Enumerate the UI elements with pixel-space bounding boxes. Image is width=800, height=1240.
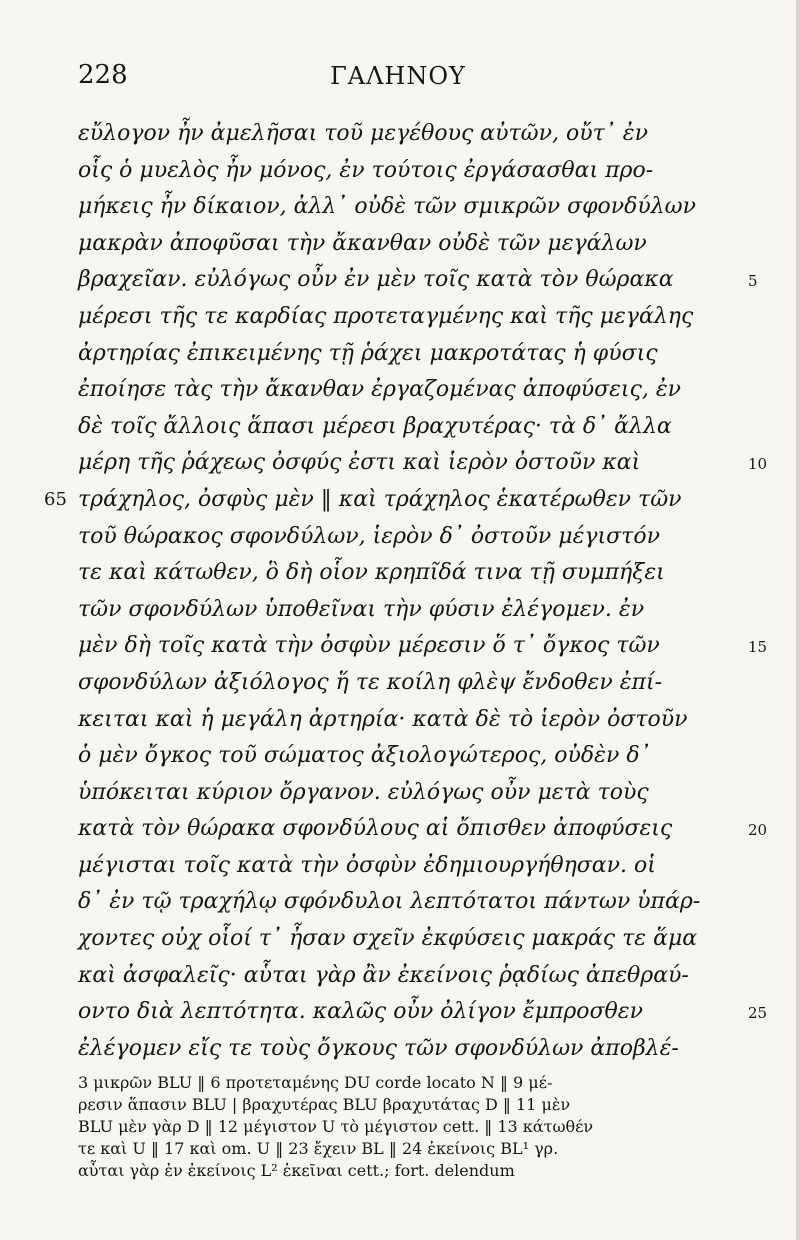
text-line — [78, 738, 748, 775]
main-text — [44, 116, 768, 1067]
text-line-content: οἷς ὁ μυελὸς ἦν μόνος, ἐν τούτοις ἐργάσασθαι προ- — [78, 157, 654, 183]
text-line-content: ἀρτηρίας ἐπικειμένης τῇ ῥάχει μακροτάτας ἡ φύσις — [78, 340, 658, 366]
text-line — [78, 994, 768, 1031]
text-line-content: μέρη τῆς ῥάχεως ὀσφύς ἐστι καὶ ἱερὸν ὀστοῦν καὶ — [78, 450, 641, 476]
critical-apparatus — [78, 1072, 768, 1182]
text-line-content: καὶ ἀσφαλεῖς· αὗται γὰρ ἂν ἐκείνοις ῥᾳδίως ἀπεθραύ- — [78, 962, 689, 988]
text-line — [78, 226, 748, 263]
text-line — [78, 702, 748, 739]
text-line-content: ἐλέγομεν εἴς τε τοὺς ὄγκους τῶν σφονδύλων ἀποβλέ- — [78, 1035, 679, 1061]
text-line — [78, 592, 748, 629]
apparatus-line: τε καὶ U ‖ 17 καὶ om. U ‖ 23 ἔχειν BL ‖ 24 ἐκείνοις BL¹ γρ. — [78, 1139, 559, 1158]
page-header — [78, 60, 718, 100]
text-line-content: μακρὰν ἀποφῦσαι τὴν ἄκανθαν οὐδὲ τῶν μεγάλων — [78, 230, 647, 256]
text-line-content: ὑπόκειται κύριον ὄργανον. εὐλόγως οὖν μετὰ τοὺς — [78, 779, 649, 805]
text-line-content: δὲ τοῖς ἄλλοις ἅπασι μέρεσι βραχυτέρας· τὰ δ᾽ ἄλλα — [78, 413, 672, 439]
text-line-content: μήκεις ἦν δίκαιον, ἀλλ᾽ οὐδὲ τῶν σμικρῶν σφονδύλων — [78, 194, 696, 220]
apparatus-line: 3 μικρῶν BLU ‖ 6 προτεταμένης DU corde locato N ‖ 9 μέ- — [78, 1073, 553, 1092]
text-line-content: κειται καὶ ἡ μεγάλη ἀρτηρία· κατὰ δὲ τὸ ἱερὸν ὀστοῦν — [78, 706, 688, 732]
line-number: 5 — [748, 272, 758, 291]
page-number: 228 — [78, 60, 128, 90]
text-line — [78, 519, 748, 556]
text-line — [78, 153, 748, 190]
text-line — [78, 848, 748, 885]
apparatus-line: αὗται γὰρ ἐν ἐκείνοις L² ἐκεῖναι cett.; fort. delendum — [78, 1161, 515, 1180]
text-line-content: δ᾽ ἐν τῷ τραχήλῳ σφόνδυλοι λεπτότατοι πάντων ὑπάρ- — [78, 889, 701, 915]
text-line — [78, 189, 748, 226]
text-line — [78, 958, 748, 995]
text-line-content: ὁ μὲν ὄγκος τοῦ σώματος ἀξιολογώτερος, οὐδὲν δ᾽ — [78, 743, 651, 769]
text-line — [78, 299, 748, 336]
text-line-content: σφονδύλων ἀξιόλογος ἥ τε κοίλη φλὲψ ἔνδοθεν ἐπί- — [78, 669, 663, 695]
text-line-content: τράχηλος, ὀσφὺς μὲν ‖ καὶ τράχηλος ἑκατέρωθεν τῶν — [78, 486, 682, 512]
text-line — [78, 116, 748, 153]
text-line — [78, 921, 748, 958]
text-line — [78, 628, 768, 665]
text-line — [78, 775, 748, 812]
running-title: ΓΑΛΗΝΟΥ — [330, 62, 466, 90]
text-line-content: χοντες οὐχ οἷοί τ᾽ ἦσαν σχεῖν ἐκφύσεις μακράς τε ἅμα — [78, 926, 698, 952]
text-line — [78, 665, 748, 702]
text-line-content: τῶν σφονδύλων ὑποθεῖναι τὴν φύσιν ἐλέγομεν. ἐν — [78, 596, 645, 622]
margin-reference-number: 65 — [44, 488, 67, 510]
text-line — [78, 811, 768, 848]
text-line — [78, 445, 768, 482]
text-line — [78, 336, 748, 373]
text-line — [78, 884, 748, 921]
text-line-content: τοῦ θώρακος σφονδύλων, ἱερὸν δ᾽ ὀστοῦν μέγιστόν — [78, 523, 660, 549]
text-line — [78, 1031, 748, 1068]
text-line — [78, 372, 748, 409]
line-number: 20 — [748, 821, 768, 840]
text-line — [78, 555, 748, 592]
text-line — [78, 262, 758, 299]
text-line — [78, 409, 748, 446]
text-line-content: βραχεῖαν. εὐλόγως οὖν ἐν μὲν τοῖς κατὰ τὸν θώρακα — [78, 267, 674, 293]
line-number: 10 — [748, 455, 768, 474]
text-line-content: τε καὶ κάτωθεν, ὃ δὴ οἷον κρηπῖδά τινα τῇ συμπήξει — [78, 560, 665, 586]
apparatus-line: BLU μὲν γὰρ D ‖ 12 μέγιστον U τὸ μέγιστον cett. ‖ 13 κάτωθέν — [78, 1117, 594, 1136]
text-line-content: μέρεσι τῆς τε καρδίας προτεταγμένης καὶ τῆς μεγάλης — [78, 303, 694, 329]
line-number: 15 — [748, 638, 768, 657]
text-line — [44, 482, 748, 519]
text-line-content: ἐποίησε τὰς τὴν ἄκανθαν ἐργαζομένας ἀποφύσεις, ἐν — [78, 377, 682, 403]
text-line-content: μέγισται τοῖς κατὰ τὴν ὀσφὺν ἐδημιουργήθησαν. οἱ — [78, 852, 656, 878]
apparatus-line: ρεσιν ἅπασιν BLU | βραχυτέρας BLU βραχυτάτας D ‖ 11 μὲν — [78, 1095, 571, 1114]
scan-edge — [796, 0, 800, 1240]
text-line-content: οντο διὰ λεπτότητα. καλῶς οὖν ὀλίγον ἔμπροσθεν — [78, 999, 643, 1025]
text-line-content: εὔλογον ἦν ἀμελῆσαι τοῦ μεγέθους αὐτῶν, οὔτ᾽ ἐν — [78, 121, 648, 146]
text-line-content: μὲν δὴ τοῖς κατὰ τὴν ὀσφὺν μέρεσιν ὅ τ᾽ ὄγκος τῶν — [78, 633, 660, 659]
line-number: 25 — [748, 1004, 768, 1023]
text-line-content: κατὰ τὸν θώρακα σφονδύλους αἱ ὄπισθεν ἀποφύσεις — [78, 816, 673, 842]
